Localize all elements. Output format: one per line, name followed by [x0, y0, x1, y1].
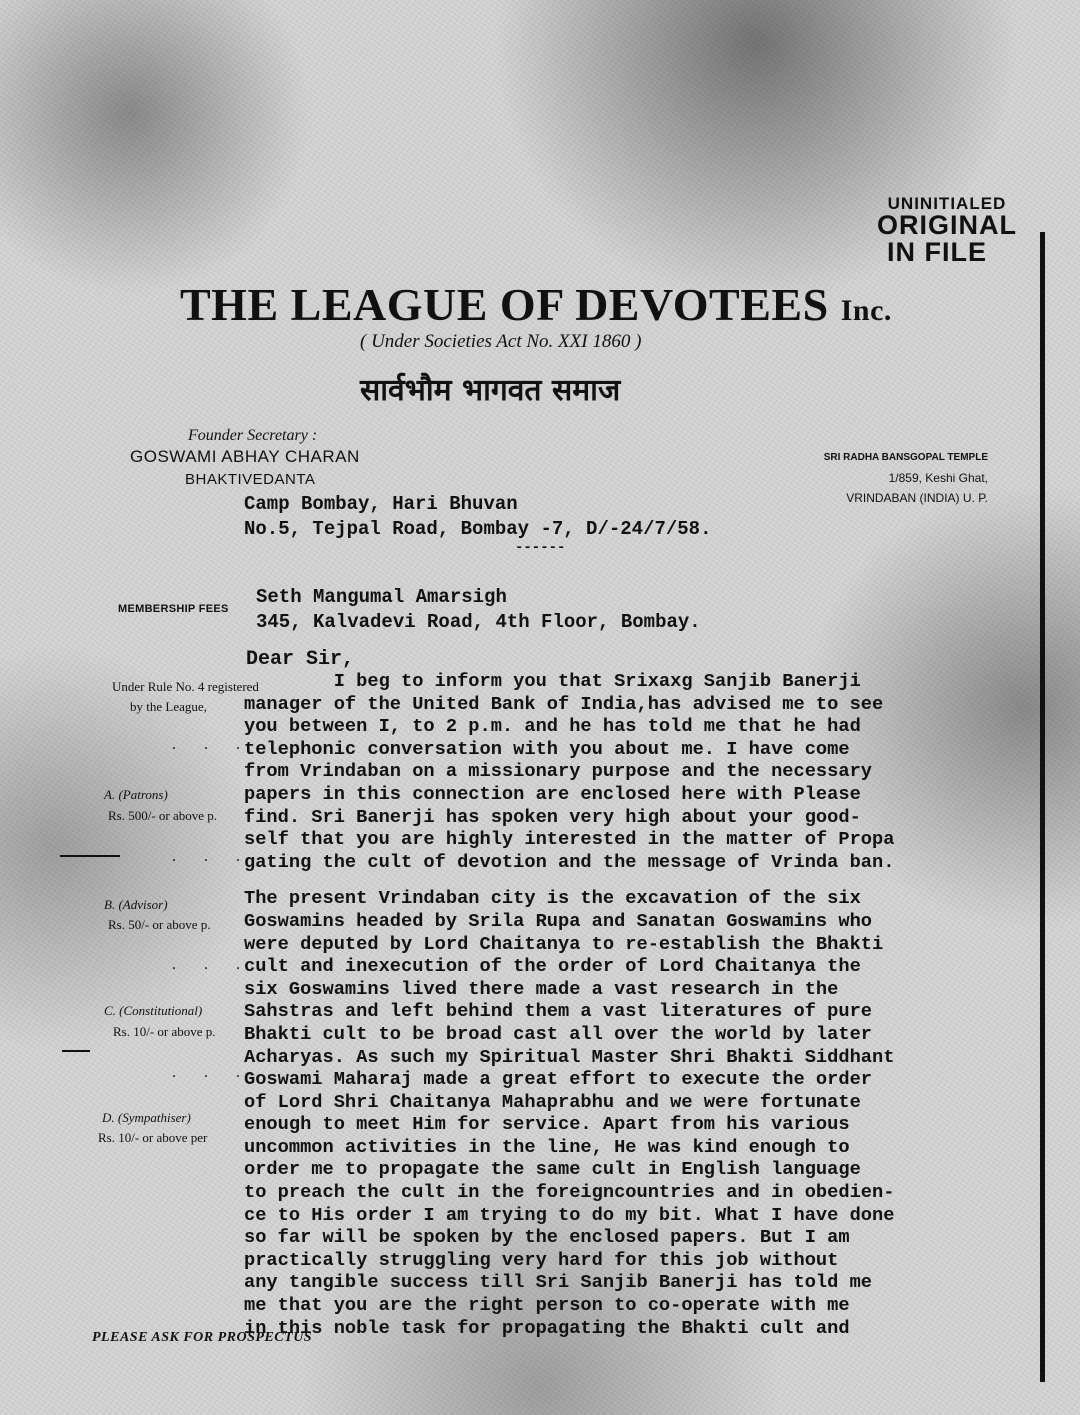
- stamp-line-3: IN FILE: [887, 237, 987, 267]
- p2-line-18: any tangible success till Sri Sanjib Banerji has told me: [244, 1271, 873, 1294]
- p1-line-2: manager of the United Bank of India,has advised me to see: [244, 692, 884, 715]
- founder-title: BHAKTIVEDANTA: [185, 471, 316, 488]
- founder-name: GOSWAMI ABHAY CHARAN: [130, 447, 360, 466]
- address-line-3: VRINDABAN (INDIA) U. P.: [846, 491, 988, 505]
- salutation: Dear Sir,: [246, 648, 355, 671]
- paragraph-1: [244, 670, 1024, 873]
- p1-line-3: you between I, to 2 p.m. and he has told me that he had: [244, 715, 861, 738]
- p2-line-8: Acharyas. As such my Spiritual Master Shri Bhakti Siddhant: [244, 1045, 895, 1068]
- p1-line-5: from Vrindaban on a missionary purpose and the necessary: [244, 760, 873, 783]
- letterhead-hindi-name: सार्वभौम भागवत समाज: [360, 373, 621, 408]
- p1-line-7: find. Sri Banerji has spoken very high about your good-: [244, 805, 861, 828]
- p2-line-5: six Goswamins lived there made a vast research in the: [244, 977, 839, 1000]
- camp-address: [244, 492, 711, 542]
- margin-vertical-line: [1040, 232, 1045, 1382]
- camp-line-2: No.5, Tejpal Road, Bombay -7, D/-24/7/58.: [244, 518, 712, 540]
- dots-separator-2: . . .: [172, 848, 252, 865]
- rule-line-2: by the League,: [130, 699, 207, 714]
- p1-line-1: I beg to inform you that Srixaxg Sanjib Banerji: [244, 670, 861, 692]
- p2-line-20: in this noble task for propagating the Bhakti cult and: [244, 1316, 850, 1339]
- letterhead-title: [180, 278, 940, 331]
- paragraph-gap: [244, 873, 1024, 887]
- category-d-fee: Rs. 10/- or above per: [98, 1130, 208, 1145]
- rule-line-1: Under Rule No. 4 registered: [112, 679, 259, 694]
- category-c-fee: Rs. 10/- or above p.: [113, 1024, 216, 1039]
- p2-line-4: cult and inexecution of the order of Lord Chaitanya the: [244, 955, 861, 978]
- paragraph-2: [244, 887, 1024, 1339]
- category-a-label: A. (Patrons): [104, 787, 168, 802]
- p2-line-14: to preach the cult in the foreigncountries and in obedien-: [244, 1181, 895, 1204]
- membership-fees-heading: MEMBERSHIP FEES: [118, 603, 229, 615]
- letterhead-title-text: THE LEAGUE OF DEVOTEES: [180, 279, 829, 330]
- original-in-file-stamp: [862, 195, 1032, 266]
- p2-line-19: me that you are the right person to co-operate with me: [244, 1294, 850, 1317]
- p2-line-12: uncommon activities in the line, He was kind enough to: [244, 1135, 850, 1158]
- p2-line-7: Bhakti cult to be broad cast all over the world by later: [244, 1022, 873, 1045]
- address-line-1: SRI RADHA BANSGOPAL TEMPLE: [823, 452, 988, 463]
- category-b-fee: Rs. 50/- or above p.: [108, 917, 211, 932]
- p1-line-8: self that you are highly interested in the matter of Propa: [244, 828, 895, 851]
- address-line-2: 1/859, Keshi Ghat,: [888, 471, 988, 485]
- category-a-fee: Rs. 500/- or above p.: [108, 808, 218, 823]
- p2-line-6: Sahstras and left behind them a vast literatures of pure: [244, 1000, 873, 1023]
- p2-line-1: The present Vrindaban city is the excavation of the six: [244, 887, 861, 910]
- p1-line-4: telephonic conversation with you about me. I have come: [244, 737, 850, 760]
- p2-line-11: enough to meet Him for service. Apart from his various: [244, 1113, 850, 1136]
- dots-separator-3: . . .: [172, 956, 252, 973]
- sidebar-dash-2: [62, 1050, 90, 1052]
- camp-underline: ------: [515, 540, 566, 556]
- p2-line-9: Goswami Maharaj made a great effort to execute the order: [244, 1068, 873, 1091]
- p2-line-16: so far will be spoken by the enclosed papers. But I am: [244, 1226, 850, 1249]
- category-b-label: B. (Advisor): [104, 897, 168, 912]
- dots-separator-4: . . .: [172, 1064, 252, 1081]
- category-d-label: D. (Sympathiser): [102, 1110, 191, 1125]
- recipient-line-1: Seth Mangumal Amarsigh: [256, 586, 507, 608]
- p2-line-13: order me to propagate the same cult in English language: [244, 1158, 861, 1181]
- p2-line-2: Goswamins headed by Srila Rupa and Sanatan Goswamins who: [244, 909, 873, 932]
- footer-prospectus-note: PLEASE ASK FOR PROSPECTUS: [92, 1330, 313, 1345]
- category-c-label: C. (Constitutional): [104, 1003, 203, 1018]
- sidebar-dash-1: [60, 855, 120, 857]
- stamp-line-1: UNINITIALED: [887, 194, 1007, 213]
- stamp-line-2: ORIGINAL: [877, 210, 1017, 240]
- p1-line-9: gating the cult of devotion and the message of Vrinda ban.: [244, 850, 895, 873]
- letter-body: [244, 670, 1024, 1339]
- p2-line-10: of Lord Shri Chaitanya Mahaprabhu and we were fortunate: [244, 1090, 861, 1113]
- p2-line-15: ce to His order I am trying to do my bit. What I have done: [244, 1203, 895, 1226]
- p2-line-17: practically struggling very hard for this job without: [244, 1248, 839, 1271]
- letterhead-title-suffix: Inc.: [840, 294, 892, 327]
- dots-separator-1: . . .: [172, 736, 252, 753]
- letterhead-subtitle: ( Under Societies Act No. XXI 1860 ): [360, 331, 642, 352]
- founder-label: Founder Secretary :: [188, 427, 318, 444]
- recipient-line-2: 345, Kalvadevi Road, 4th Floor, Bombay.: [256, 611, 701, 633]
- p1-line-6: papers in this connection are enclosed here with Please: [244, 782, 861, 805]
- recipient-address: [256, 585, 701, 635]
- p2-line-3: were deputed by Lord Chaitanya to re-establish the Bhakti: [244, 932, 884, 955]
- camp-line-1: Camp Bombay, Hari Bhuvan: [244, 493, 518, 515]
- temple-address: [738, 448, 988, 508]
